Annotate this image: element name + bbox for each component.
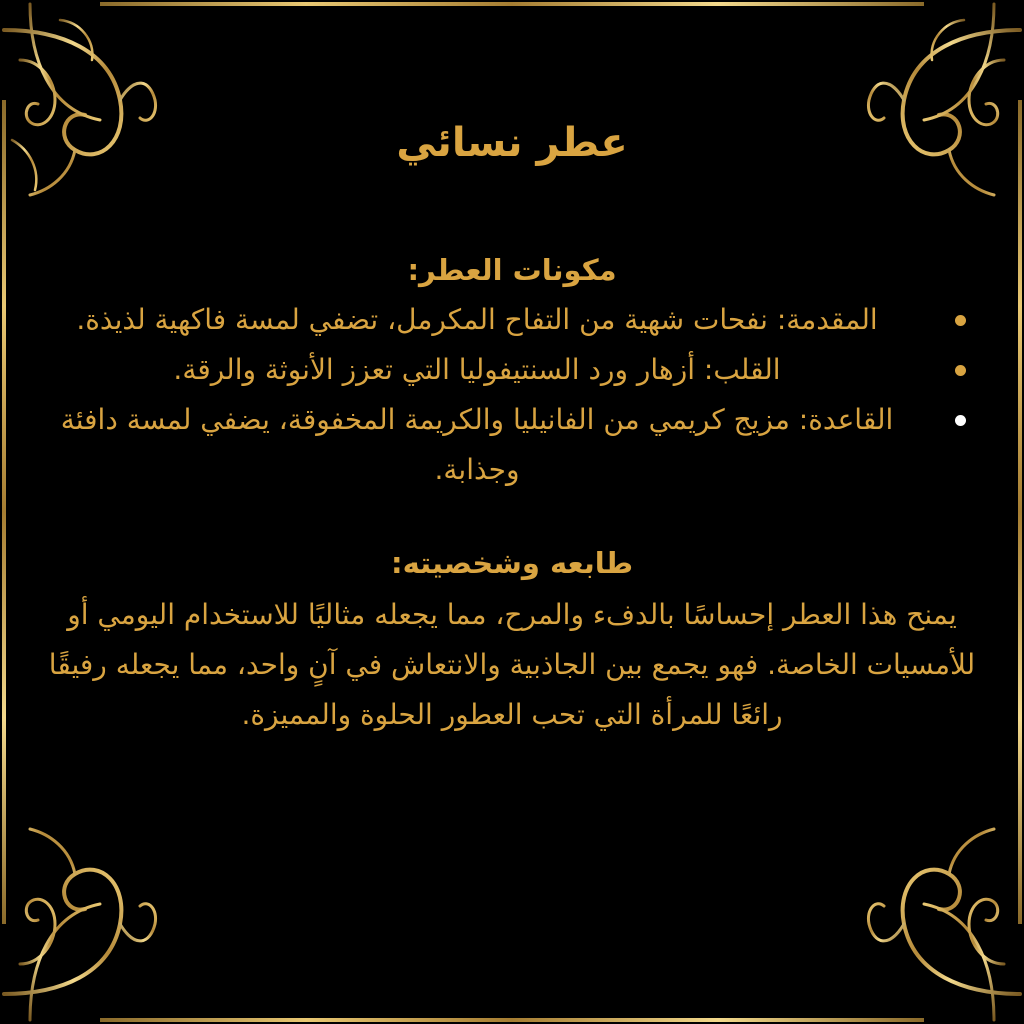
- list-item-text: المقدمة: نفحات شهية من التفاح المكرمل، تضفي لمسة فاكهية لذيذة.: [76, 303, 878, 336]
- list-item-text: القاعدة: مزيج كريمي من الفانيليا والكريمة المخفوقة، يضفي لمسة دافئة وجذابة.: [60, 403, 894, 486]
- list-item-text: القلب: أزهار ورد السنتيفوليا التي تعزز الأنوثة والرقة.: [173, 353, 781, 386]
- list-item: [40, 395, 974, 495]
- ingredients-list: [40, 295, 974, 495]
- list-item: [40, 345, 974, 395]
- bullet-icon: [955, 315, 966, 326]
- ingredients-heading: مكونات العطر:: [407, 253, 617, 287]
- bullet-icon: [955, 365, 966, 376]
- page-title: عطر نسائي: [396, 120, 628, 166]
- list-item: [40, 295, 974, 345]
- bullet-icon: [955, 415, 966, 426]
- character-paragraph: يمنح هذا العطر إحساسًا بالدفء والمرح، مما يجعله مثاليًا للاستخدام اليومي أو للأمسيات الخاصة. فهو يجمع بين الجاذبية والانتعاش في آنٍ واحد، مما يجعله رفيقًا رائعًا للمرأة التي تحب العطور الحلوة والمميزة.: [48, 598, 976, 731]
- character-heading: طابعه وشخصيته:: [390, 546, 634, 580]
